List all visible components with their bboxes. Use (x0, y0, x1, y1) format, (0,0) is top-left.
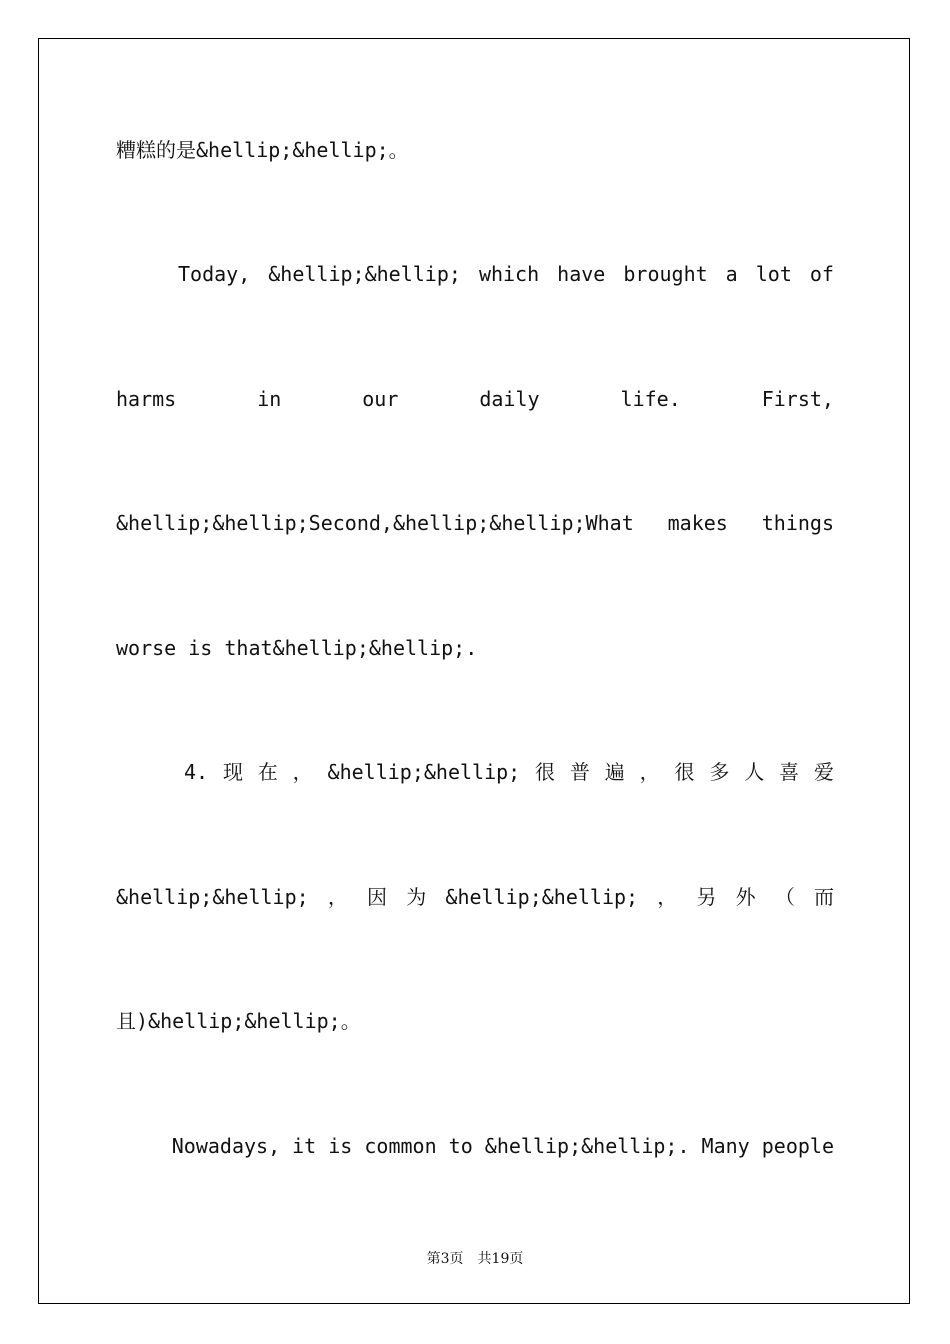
word: makes (667, 511, 728, 535)
word: First, (761, 387, 834, 411)
word: 爱 (813, 760, 834, 784)
text-line-3 (116, 387, 834, 411)
page-number-footer: 第3页 共19页 (426, 1251, 524, 1267)
word: 而 (814, 885, 834, 909)
word: our (362, 387, 399, 411)
word: 因 (367, 885, 388, 909)
word: which (478, 262, 540, 286)
word: daily (479, 387, 540, 411)
word: 为 (406, 885, 427, 909)
word: harms (116, 387, 177, 411)
word: ， (657, 885, 678, 909)
text-line-6 (184, 760, 834, 784)
word: 现 (222, 760, 243, 784)
word: &hellip;&hellip; (327, 760, 521, 784)
word: 外 (735, 885, 756, 909)
text-line-7 (116, 885, 834, 909)
word: brought (623, 262, 708, 286)
word: 遍 (604, 760, 625, 784)
text-line-4 (116, 511, 834, 535)
word: （ (774, 885, 795, 909)
word: 喜 (779, 760, 800, 784)
word: of (809, 262, 834, 286)
word: &hellip;&hellip; (116, 885, 309, 909)
word: &hellip;&hellip; (445, 885, 639, 909)
word: ， (327, 885, 348, 909)
word: 人 (744, 760, 765, 784)
word: &hellip;&hellip;Second,&hellip;&hellip;What (116, 511, 634, 535)
word: 在 (257, 760, 278, 784)
word: ， (292, 760, 313, 784)
word: 普 (569, 760, 590, 784)
text-line-1: 糟糕的是&hellip;&hellip;。 (116, 138, 409, 162)
text-line-8: 且)&hellip;&hellip;。 (116, 1009, 361, 1033)
word: life. (620, 387, 681, 411)
word: have (557, 262, 606, 286)
word: 4. (184, 760, 209, 784)
word: a (725, 262, 738, 286)
text-line-9: Nowadays, it is common to &hellip;&hellip;. Many people (171, 1134, 834, 1158)
word: ， (639, 760, 660, 784)
word: 很 (535, 760, 556, 784)
word: &hellip;&hellip; (268, 262, 461, 286)
word: 另 (696, 885, 717, 909)
text-line-2 (178, 262, 834, 286)
word: lot (755, 262, 792, 286)
word: 多 (709, 760, 730, 784)
word: in (257, 387, 282, 411)
word: things (761, 511, 834, 535)
page-border (38, 38, 910, 1304)
text-line-5: worse is that&hellip;&hellip;. (116, 636, 478, 660)
word: 很 (674, 760, 695, 784)
word: Today, (178, 262, 251, 286)
